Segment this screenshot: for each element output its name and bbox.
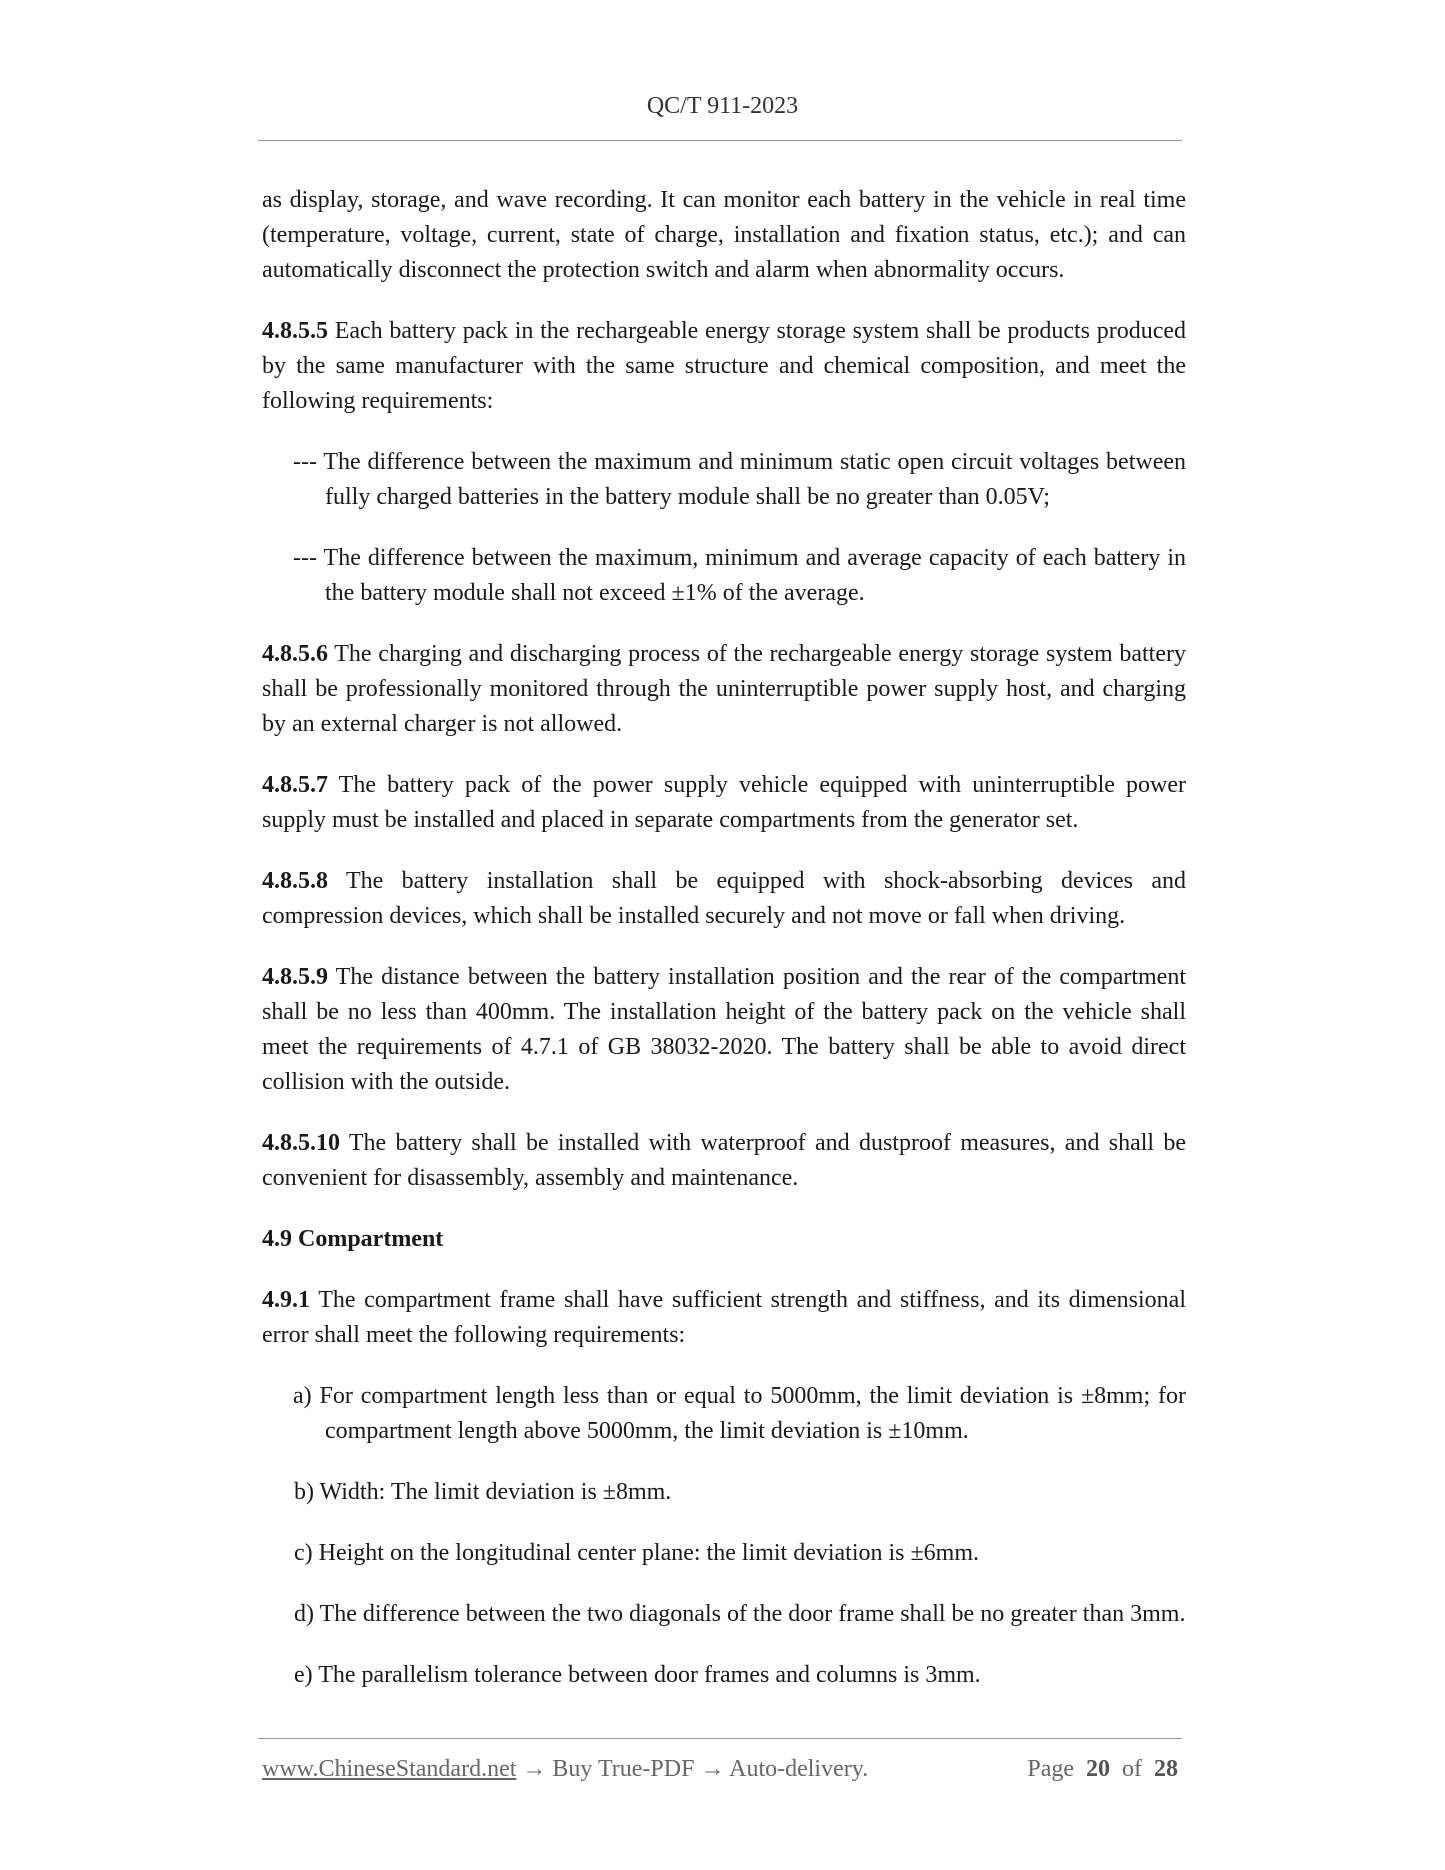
clause-4-9-1 xyxy=(262,1283,1186,1353)
clause-number: 4.8.5.5 xyxy=(262,318,328,344)
clause-text: The charging and discharging process of the rechargeable energy storage system battery shall be professionally monitored through the uninterruptible power supply host, and charging by an external charger is not allowed. xyxy=(262,641,1186,737)
clause-number: 4.8.5.7 xyxy=(262,772,328,798)
clause-text: The battery pack of the power supply vehicle equipped with uninterruptible power supply must be installed and placed in separate compartments from the generator set. xyxy=(262,772,1186,833)
list-item: e) The parallelism tolerance between door frames and columns is 3mm. xyxy=(294,1662,981,1688)
footer-promo xyxy=(262,1756,868,1783)
clause-text: The battery installation shall be equipped with shock-absorbing devices and compression devices, which shall be installed securely and not move or fall when driving. xyxy=(262,868,1186,929)
footer-promo-text: → Buy True-PDF → Auto-delivery. xyxy=(516,1756,869,1782)
paragraph-continuation: as display, storage, and wave recording. It can monitor each battery in the vehicle in real time (temperature, voltage, current, state of charge, installation and fixation status, etc.); and can automatically disconnect the protection switch and alarm when abnormality occurs. xyxy=(262,187,1186,283)
list-item: d) The difference between the two diagonals of the door frame shall be no greater than 3mm. xyxy=(294,1601,1186,1627)
clause-number: 4.8.5.8 xyxy=(262,868,328,894)
clause-4-8-5-6 xyxy=(262,637,1186,742)
section-heading: 4.9 Compartment xyxy=(262,1226,444,1252)
clause-text: The compartment frame shall have sufficient strength and stiffness, and its dimensional error shall meet the following requirements: xyxy=(262,1287,1186,1348)
clause-4-8-5-10 xyxy=(262,1126,1186,1196)
document-body xyxy=(262,183,1186,1719)
clause-4-8-5-8 xyxy=(262,864,1186,934)
list-item: b) Width: The limit deviation is ±8mm. xyxy=(294,1479,672,1505)
website-link[interactable]: www.ChineseStandard.net xyxy=(262,1756,517,1782)
bullet-item: --- The difference between the maximum and minimum static open circuit voltages between fully charged batteries in the battery module shall be no greater than 0.05V; xyxy=(293,449,1186,510)
list-item: a) For compartment length less than or equal to 5000mm, the limit deviation is ±8mm; for compartment length above 5000mm, the limit deviation is ±10mm. xyxy=(293,1383,1186,1444)
clause-4-8-5-7 xyxy=(262,768,1186,838)
clause-text: The battery shall be installed with waterproof and dustproof measures, and shall be convenient for disassembly, assembly and maintenance. xyxy=(262,1130,1186,1191)
footer-divider xyxy=(258,1738,1182,1739)
bullet-item: --- The difference between the maximum, minimum and average capacity of each battery in the battery module shall not exceed ±1% of the average. xyxy=(293,545,1186,606)
of-label: of xyxy=(1122,1756,1142,1782)
document-code-header: QC/T 911-2023 xyxy=(646,93,799,119)
clause-text: Each battery pack in the rechargeable energy storage system shall be products produced by the same manufacturer with the same structure and chemical composition, and meet the following requirements: xyxy=(262,318,1186,414)
current-page: 20 xyxy=(1086,1756,1110,1782)
list-item: c) Height on the longitudinal center plane: the limit deviation is ±6mm. xyxy=(294,1540,980,1566)
header-divider xyxy=(258,140,1182,141)
clause-number: 4.8.5.6 xyxy=(262,641,328,667)
page-label: Page xyxy=(1027,1756,1074,1782)
clause-number: 4.8.5.10 xyxy=(262,1130,340,1156)
clause-4-8-5-9 xyxy=(262,960,1186,1100)
total-pages: 28 xyxy=(1154,1756,1178,1782)
clause-4-8-5-5 xyxy=(262,314,1186,419)
clause-text: The distance between the battery installation position and the rear of the compartment shall be no less than 400mm. The installation height of the battery pack on the vehicle shall meet the requirements of 4.7.1 of GB 38032-2020. The battery shall be able to avoid direct collision with the outside. xyxy=(262,964,1186,1095)
clause-number: 4.9.1 xyxy=(262,1287,310,1313)
clause-number: 4.8.5.9 xyxy=(262,964,328,990)
page-number xyxy=(1027,1756,1178,1783)
